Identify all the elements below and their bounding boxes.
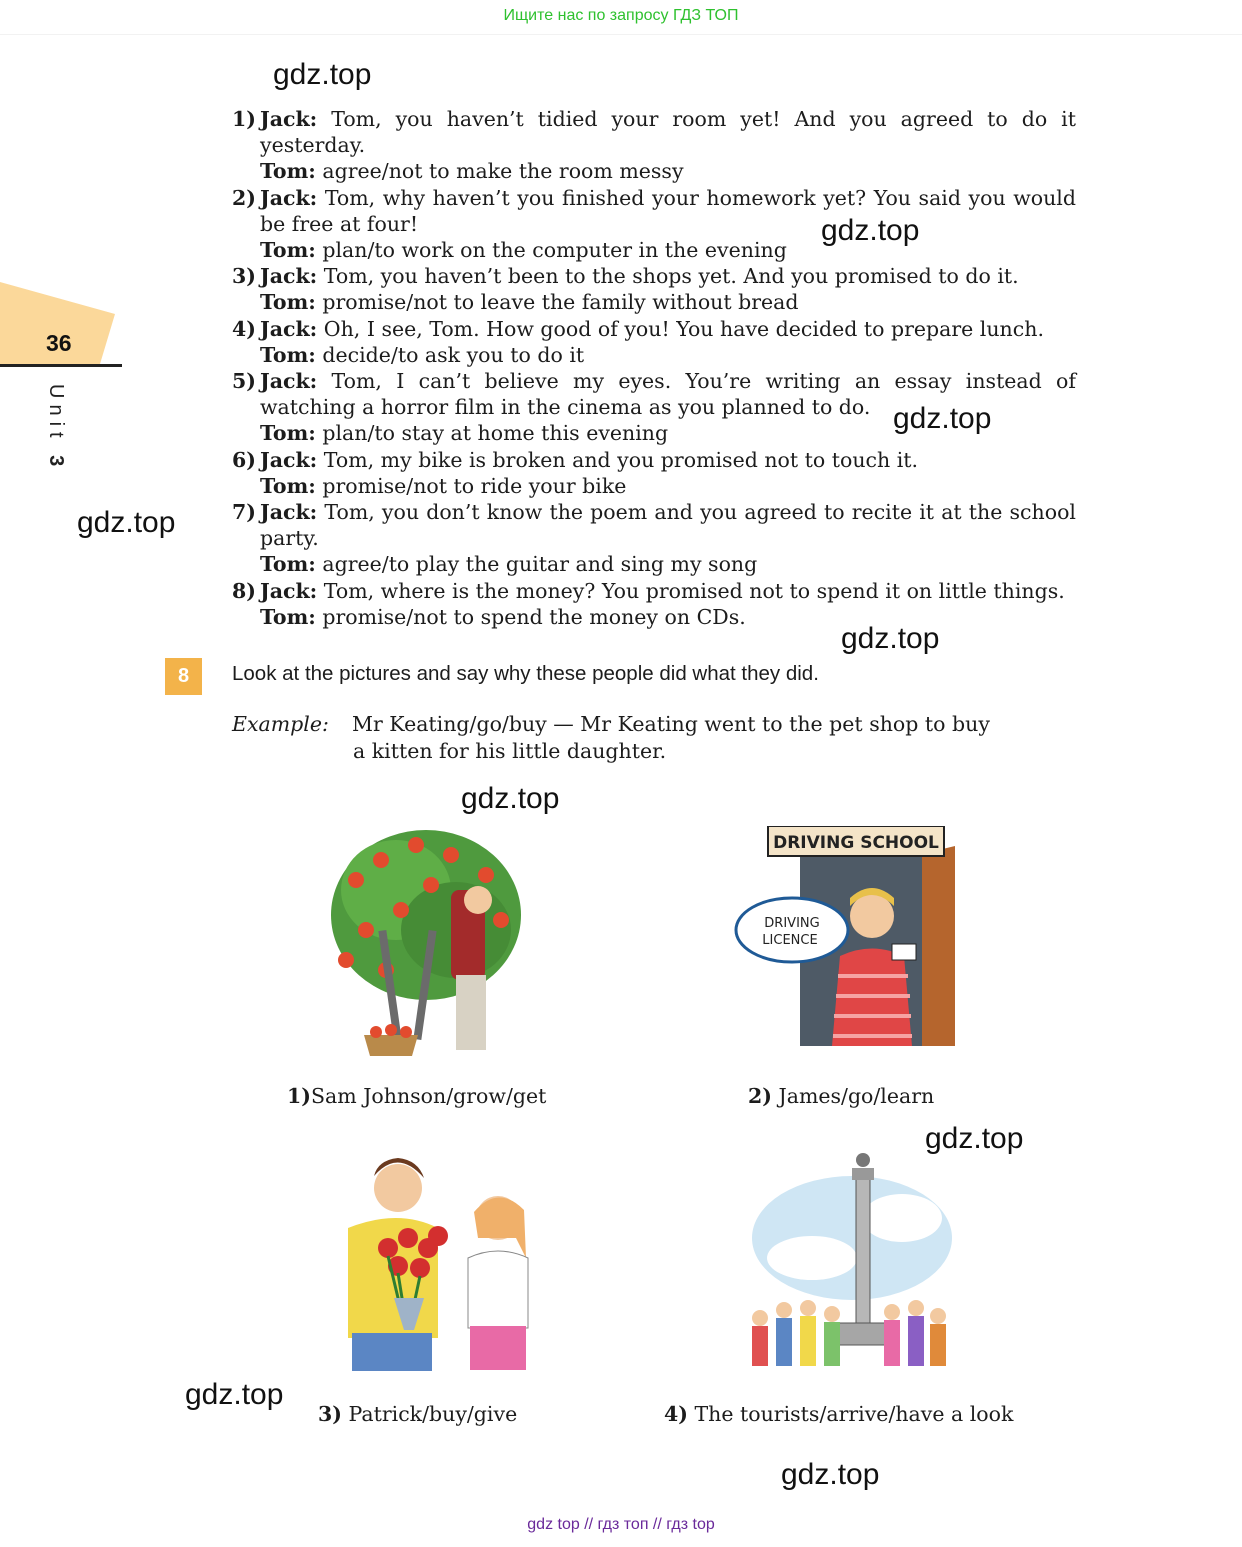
watermark: gdz.top [461, 782, 560, 815]
tom-line: plan/to work on the computer in the evening [322, 238, 787, 263]
example-label: Example: [232, 712, 329, 736]
picture-apple-picking [326, 820, 526, 1064]
caption-text: Patrick/buy/give [348, 1402, 518, 1426]
watermark: gdz.top [821, 214, 920, 247]
picture-caption [748, 1084, 934, 1108]
dialogue-item [232, 263, 1076, 315]
example-prompt: Mr Keating/go/buy [352, 712, 547, 736]
footer-links[interactable]: gdz top // гдз топ // гдз top [527, 1516, 715, 1533]
dialogue-number: 2) [232, 185, 256, 210]
speaker-tom: Tom: [260, 290, 316, 315]
caption-number: 1) [287, 1084, 311, 1108]
dialogue-number: 8) [232, 578, 256, 603]
watermark: gdz.top [893, 402, 992, 435]
caption-text: James/go/learn [778, 1084, 935, 1108]
watermark: gdz.top [841, 622, 940, 655]
watermark: gdz.top [273, 58, 372, 91]
speaker-jack: Jack: [260, 107, 318, 131]
picture-caption [287, 1084, 546, 1108]
dialogue-item [232, 316, 1076, 368]
jack-line: Tom, why haven’t you finished your homework yet? You said you would be free at four! [260, 185, 1076, 236]
dialogue-number: 5) [232, 369, 256, 394]
caption-number: 4) [664, 1402, 688, 1426]
dialogue-item [232, 578, 1076, 630]
dialogue-number: 3) [232, 264, 256, 289]
speaker-tom: Tom: [260, 421, 316, 446]
watermark: gdz.top [781, 1458, 880, 1491]
top-banner[interactable]: Ищите нас по запросу ГДЗ ТОП [0, 0, 1242, 35]
unit-word: Unit [45, 384, 67, 444]
dialogue-item [232, 185, 1076, 264]
tom-line: agree/not to make the room messy [322, 159, 684, 184]
jack-line: Tom, you haven’t been to the shops yet. And you promised to do it. [323, 264, 1019, 289]
speaker-tom: Tom: [260, 342, 316, 367]
tom-line: agree/to play the guitar and sing my song [322, 552, 758, 577]
speaker-jack: Jack: [260, 578, 318, 603]
page-number-rule [0, 364, 122, 367]
caption-number: 2) [748, 1084, 772, 1108]
tom-line: promise/not to ride your bike [322, 473, 627, 498]
speaker-jack: Jack: [260, 185, 318, 210]
page-number: 36 [46, 330, 72, 356]
caption-text: Sam Johnson/grow/get [310, 1084, 547, 1108]
speaker-tom: Tom: [260, 159, 316, 184]
jack-line: Oh, I see, Tom. How good of you! You have decided to prepare lunch. [323, 316, 1044, 341]
jack-line: Tom, you haven’t tidied your room yet! And you agreed to do it yesterday. [260, 107, 1076, 158]
unit-number: 3 [45, 455, 67, 473]
watermark: gdz.top [185, 1378, 284, 1411]
example-block [232, 711, 1076, 764]
caption-text: The tourists/arrive/have a look [694, 1402, 1014, 1426]
example-dash: — [553, 712, 574, 736]
unit-label [44, 384, 67, 472]
dialogue-number: 4) [232, 316, 256, 341]
speaker-jack: Jack: [260, 447, 318, 472]
picture-caption [318, 1402, 517, 1426]
watermark: gdz.top [77, 506, 176, 539]
tom-line: plan/to stay at home this evening [322, 421, 669, 446]
dialogue-number: 1) [232, 107, 256, 131]
speaker-tom: Tom: [260, 473, 316, 498]
dialogue-number: 7) [232, 500, 256, 525]
picture-flowers-gift [328, 1148, 540, 1376]
tom-line: decide/to ask you to do it [322, 342, 585, 367]
watermark: gdz.top [925, 1122, 1024, 1155]
speaker-tom: Tom: [260, 604, 316, 629]
bubble-text-line2: LICENCE [762, 933, 818, 948]
picture-caption [664, 1402, 1013, 1426]
jack-line: Tom, where is the money? You promised not to spend it on little things. [323, 578, 1065, 603]
task-instruction: Look at the pictures and say why these people did what they did. [232, 662, 819, 685]
driving-school-sign: DRIVING SCHOOL [773, 833, 939, 853]
picture-tourists-column [742, 1148, 952, 1377]
example-answer-continued: a kitten for his little daughter. [353, 738, 667, 763]
bubble-text-line1: DRIVING [764, 916, 820, 931]
caption-number: 3) [318, 1402, 342, 1426]
speaker-tom: Tom: [260, 238, 316, 263]
dialogue-item [232, 447, 1076, 499]
example-answer: Mr Keating went to the pet shop to buy [580, 712, 990, 736]
speaker-jack: Jack: [260, 500, 318, 525]
tom-line: promise/not to spend the money on CDs. [322, 604, 746, 629]
jack-line: Tom, my bike is broken and you promised not to touch it. [323, 447, 919, 472]
picture-driving-school [732, 826, 957, 1052]
jack-line: Tom, I can’t believe my eyes. You’re writing an essay instead of watching a horror film in the cinema as you planned to do. [260, 369, 1076, 420]
dialogue-item [232, 499, 1076, 578]
speaker-tom: Tom: [260, 552, 316, 577]
dialogue-number: 6) [232, 447, 256, 472]
tom-line: promise/not to leave the family without bread [322, 290, 799, 315]
dialogue-list [232, 106, 1076, 630]
speaker-jack: Jack: [260, 264, 318, 289]
jack-line: Tom, you don’t know the poem and you agreed to recite it at the school party. [260, 500, 1076, 551]
speaker-jack: Jack: [260, 369, 318, 394]
speaker-jack: Jack: [260, 316, 318, 341]
dialogue-item [232, 106, 1076, 185]
task-number-badge: 8 [165, 658, 202, 695]
